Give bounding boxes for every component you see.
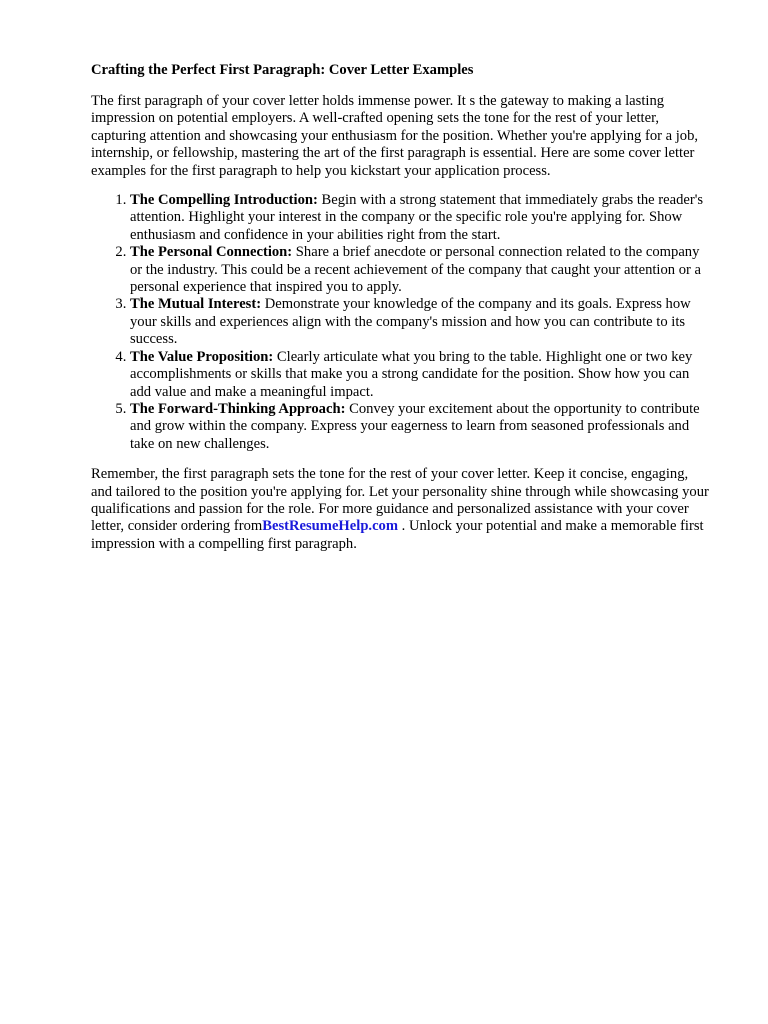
list-item [130,349,710,401]
list-item-text: Share a brief anecdote or personal connection related to the company or the industry. This could be a recent achievement of the company that caught your attention or a personal experience that inspired you to apply. [130,244,701,296]
list-item [130,192,710,244]
best-resume-help-link[interactable]: BestResumeHelp.com [262,518,399,535]
list-item-label: The Personal Connection: [130,244,293,261]
list-item-label: The Compelling Introduction: [130,192,318,209]
list-item-label: The Mutual Interest: [130,296,262,313]
list-item-label: The Value Proposition: [130,348,274,365]
intro-paragraph: The first paragraph of your cover letter holds immense power. It s the gateway to making a lasting impression on potential employers. A well-crafted opening sets the tone for the rest of your letter, capturing attention and showcasing your enthusiasm for the position. Whether you're applying for a job, internship, or fellowship, mastering the art of the first paragraph is essential. Here are some cover letter examples for the first paragraph to help you kickstart your application process. [91,93,699,179]
closing-text-before-link: Remember, the first paragraph sets the tone for the rest of your cover letter. Keep it concise, engaging, and tailored to the position you're applying for. Let your personality shine through while showcasing your qualifications and passion for the role. For more guidance and personalized assistance with your cover letter, consider ordering from [91,466,709,535]
list-item-text: Convey your excitement about the opportunity to contribute and grow within the company. Express your eagerness to learn from seasoned professionals and take on new challenges. [130,400,700,452]
list-item-label: The Forward-Thinking Approach: [130,400,346,417]
list-item-text: Begin with a strong statement that immediately grabs the reader's attention. Highlight your interest in the company or the specific role you're applying for. Show enthusiasm and confidence in your abilities right from the start. [130,192,704,243]
list-item [130,296,710,348]
list-item-text: Demonstrate your knowledge of the company and its goals. Express how your skills and experiences align with the company's mission and how you can contribute to its success. [130,296,691,348]
closing-text-after-link: . Unlock your potential and make a memorable first impression with a compelling first paragraph. [91,518,704,552]
document-title: Crafting the Perfect First Paragraph: Cover Letter Examples [91,62,474,78]
list-item-text: Clearly articulate what you bring to the table. Highlight one or two key accomplishments or skills that make you a strong candidate for the position. Show how you can add value and make a meaningful impact. [130,348,693,400]
list-item [130,244,710,296]
closing-paragraph [91,466,710,553]
list-item [130,401,710,453]
examples-list [91,192,710,453]
